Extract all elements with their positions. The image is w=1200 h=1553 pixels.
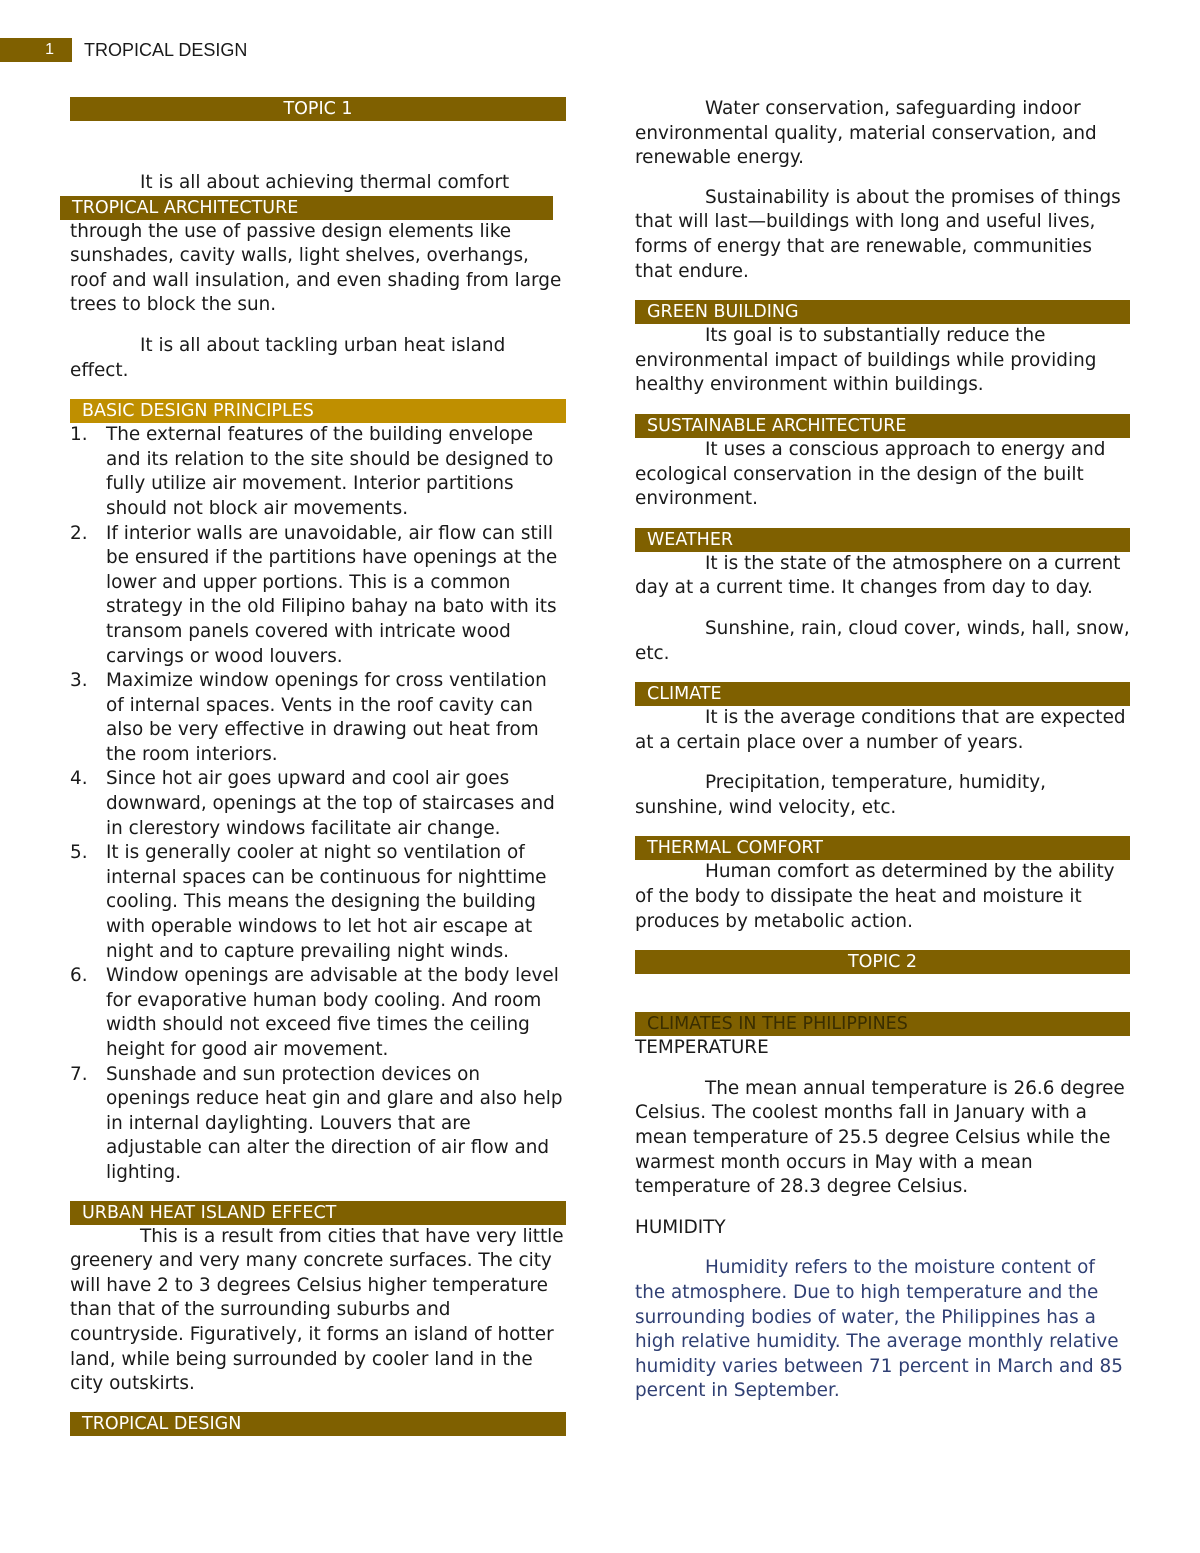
weather-heading: WEATHER: [635, 528, 1130, 552]
green-building-text: Its goal is to substantially reduce the environmental impact of buildings while providing healthy environment within buildings.: [635, 325, 1097, 396]
urban-heat-island-heading: URBAN HEAT ISLAND EFFECT: [70, 1201, 566, 1225]
tropical-design-heading: TROPICAL DESIGN: [70, 1412, 566, 1436]
humidity-label: HUMIDITY: [635, 1216, 726, 1238]
climates-philippines-heading: CLIMATES IN THE PHILIPPINES: [635, 1012, 1130, 1036]
sustainability-text: Sustainability is about the promises of things that will last—buildings with long and useful lives, forms of energy that are renewable, communities that endure.: [635, 186, 1121, 282]
temperature-text: The mean annual temperature is 26.6 degree Celsius. The coolest months fall in January with a mean temperature of 25.5 degree Celsius while the warmest month occurs in May with a mean temperature of 28.3 degree Celsius.: [635, 1077, 1125, 1198]
tropical-architecture-text: through the use of passive design elements like sunshades, cavity walls, light shelves, overhangs, roof and wall insulation, and even shading from large trees to block the sun.: [70, 220, 562, 316]
basic-design-principles-heading: BASIC DESIGN PRINCIPLES: [70, 399, 566, 423]
left-column: [70, 97, 566, 1436]
climate-examples: Precipitation, temperature, humidity, sunshine, wind velocity, etc.: [635, 772, 1046, 818]
topic-2-heading: TOPIC 2: [635, 950, 1130, 974]
list-item: 3. Maximize window openings for cross ventilation of internal spaces. Vents in the roof cavity can also be very effective in drawing out heat from the room interiors.: [70, 670, 547, 765]
urban-heat-island-text: This is a result from cities that have very little greenery and very many concrete surfaces. The city will have 2 to 3 degrees Celsius higher temperature than that of the surrounding suburbs and countryside. Figuratively, it forms an island of hotter land, while being surrounded by cooler land in the city outskirts.: [70, 1225, 564, 1395]
weather-text: It is the state of the atmosphere on a current day at a current time. It changes from day to day.: [635, 552, 1121, 599]
page-header-title: TROPICAL DESIGN: [84, 40, 248, 60]
climate-text: It is the average conditions that are expected at a certain place over a number of years.: [635, 707, 1126, 753]
thermal-comfort-text: Human comfort as determined by the ability of the body to dissipate the heat and moisture it produces by metabolic action.: [635, 861, 1115, 932]
temperature-label: TEMPERATURE: [635, 1037, 769, 1059]
list-item: 1. The external features of the building envelope and its relation to the site should be designed to fully utilize air movement. Interior partitions should not block air movements.: [70, 424, 554, 519]
list-item: 7. Sunshade and sun protection devices on openings reduce heat gin and glare and also help in internal daylighting. Louvers that are adjustable can alter the direction of air flow and lighting.: [70, 1063, 563, 1183]
topic-1-heading: TOPIC 1: [70, 97, 566, 121]
green-building-heading: GREEN BUILDING: [635, 300, 1130, 324]
right-column: [635, 97, 1130, 1404]
list-item: 6. Window openings are advisable at the body level for evaporative human body cooling. And room width should not exceed five times the ceiling height for good air movement.: [70, 965, 559, 1060]
humidity-text: Humidity refers to the moisture content of the atmosphere. Due to high temperature and the surrounding bodies of water, the Philippines has a high relative humidity. The average monthly relative humidity varies between 71 percent in March and 85 percent in September.: [635, 1257, 1123, 1402]
list-item: 2. If interior walls are unavoidable, air flow can still be ensured if the partitions have openings at the lower and upper portions. This is a common strategy in the old Filipino bahay na bato with its transom panels covered with intricate wood carvings or wood louvers.: [70, 522, 558, 667]
sustainable-architecture-heading: SUSTAINABLE ARCHITECTURE: [635, 414, 1130, 438]
tropical-architecture-lead: It is all about achieving thermal comfort: [140, 172, 510, 193]
climate-heading: CLIMATE: [635, 682, 1130, 706]
list-item: 5. It is generally cooler at night so ventilation of internal spaces can be continuous for nighttime cooling. This means the designing the building with operable windows to let hot air escape at night and to capture prevailing night winds.: [70, 842, 547, 962]
sustainable-architecture-text: It uses a conscious approach to energy and ecological conservation in the design of the built environment.: [635, 438, 1106, 510]
urban-heat-note: It is all about tackling urban heat island effect.: [70, 334, 506, 381]
weather-examples: Sunshine, rain, cloud cover, winds, hall, snow, etc.: [635, 617, 1130, 664]
thermal-comfort-heading: THERMAL COMFORT: [635, 836, 1130, 860]
page-number: 1: [0, 38, 72, 62]
principles-list: [70, 423, 566, 1185]
list-item: 4. Since hot air goes upward and cool air goes downward, openings at the top of staircases and in clerestory windows facilitate air change.: [70, 768, 555, 839]
tropical-architecture-heading: TROPICAL ARCHITECTURE: [60, 196, 553, 220]
conservation-text: Water conservation, safeguarding indoor environmental quality, material conservation, and renewable energy.: [635, 98, 1097, 169]
